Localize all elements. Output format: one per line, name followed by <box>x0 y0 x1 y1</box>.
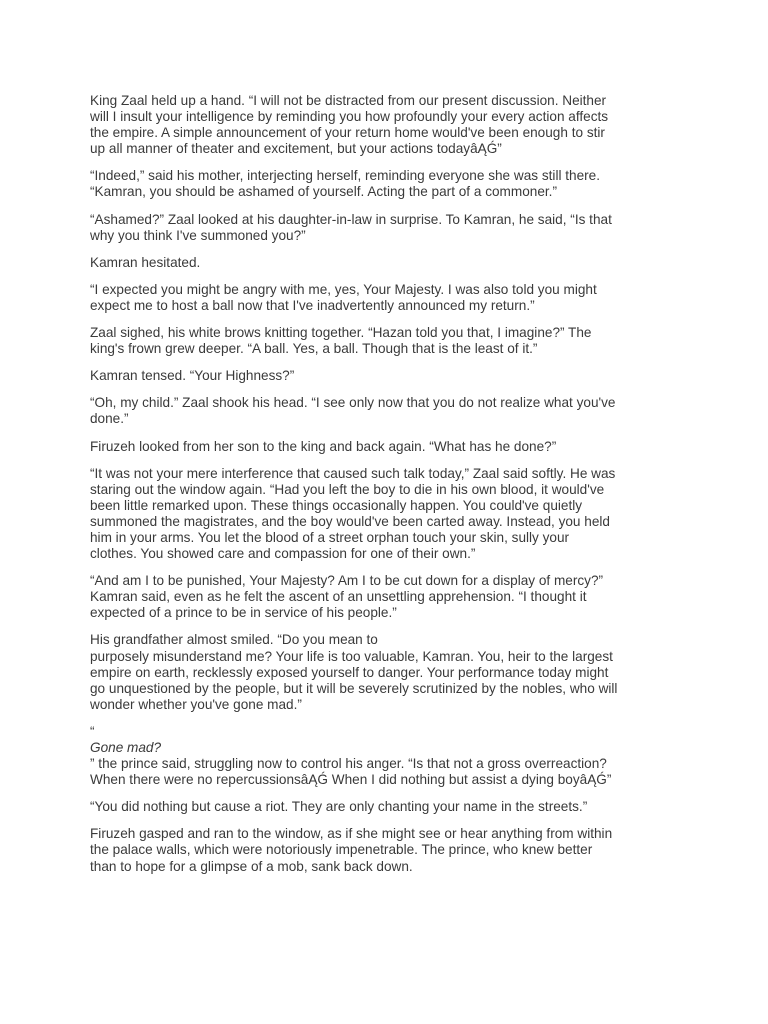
paragraph-gone-mad-italic: Gone mad? <box>90 740 162 755</box>
paragraph-oh-my-child: “Oh, my child.” Zaal shook his head. “I see only now that you do not realize what you've done.” <box>90 395 616 427</box>
paragraph-king-zaal-hand: King Zaal held up a hand. “I will not be distracted from our present discussion. Neither will I insult your intelligence by reminding you how profoundly your every action affects the empire. A simple announcement of your return home would've been enough to stir up all manner of theater and excitement, but your actions todayâĄǴ” <box>90 93 609 157</box>
paragraph-firuzeh-looked: Firuzeh looked from her son to the king and back again. “What has he done?” <box>90 438 557 454</box>
document-page <box>90 93 680 886</box>
paragraph-mere-interference: “It was not your mere interference that caused such talk today,” Zaal said softly. He was staring out the window again. “Had you left the boy to die in his own blood, it would've been little remarked upon. These things occasionally happen. You could've quietly summoned the magistrates, and the boy would've been carted away. Instead, you held him in your arms. You let the blood of a street orphan touch your skin, sully your clothes. You showed care and compassion for one of their own.” <box>90 465 616 562</box>
paragraph-firuzeh-gasped: Firuzeh gasped and ran to the window, as if she might see or hear anything from within the palace walls, which were notoriously impenetrable. The prince, who knew better than to hope for a glimpse of a mob, sank back down. <box>90 826 613 874</box>
paragraph-cause-riot: “You did nothing but cause a riot. They are only chanting your name in the streets.” <box>90 799 588 815</box>
paragraph-mother-interjects: “Indeed,” said his mother, interjecting herself, reminding everyone she was still there. “Kamran, you should be ashamed of yourself. Acting the part of a commoner.” <box>90 168 601 200</box>
paragraph-prince-said: ” the prince said, struggling now to control his anger. “Is that not a gross overreaction? When there were no repercussionsâĄǴ When I did nothing but assist a dying boyâĄǴ” <box>90 756 612 788</box>
paragraph-punished: “And am I to be punished, Your Majesty? Am I to be cut down for a display of mercy?” Kamran said, even as he felt the ascent of an unsettling apprehension. “I thought it expected of a prince to be in service of his people.” <box>90 573 604 621</box>
paragraph-kamran-tensed: Kamran tensed. “Your Highness?” <box>90 368 295 384</box>
paragraph-open-quote: “ <box>90 723 95 739</box>
paragraph-grandfather-smiled: His grandfather almost smiled. “Do you mean to purposely misunderstand me? Your life is too valuable, Kamran. You, heir to the largest empire on earth, recklessly exposed yourself to danger. Your performance today might go unquestioned by the people, but it will be severely scrutinized by the nobles, who will wonder whether you've gone mad.” <box>90 632 618 712</box>
paragraph-zaal-sighed: Zaal sighed, his white brows knitting together. “Hazan told you that, I imagine?” The king's frown grew deeper. “A ball. Yes, a ball. Though that is the least of it.” <box>90 325 592 357</box>
paragraph-kamran-hesitated: Kamran hesitated. <box>90 254 201 270</box>
paragraph-ashamed: “Ashamed?” Zaal looked at his daughter-in-law in surprise. To Kamran, he said, “Is that why you think I've summoned you?” <box>90 211 612 243</box>
paragraph-expected-angry: “I expected you might be angry with me, yes, Your Majesty. I was also told you might expect me to host a ball now that I've inadvertently announced my return.” <box>90 281 597 313</box>
